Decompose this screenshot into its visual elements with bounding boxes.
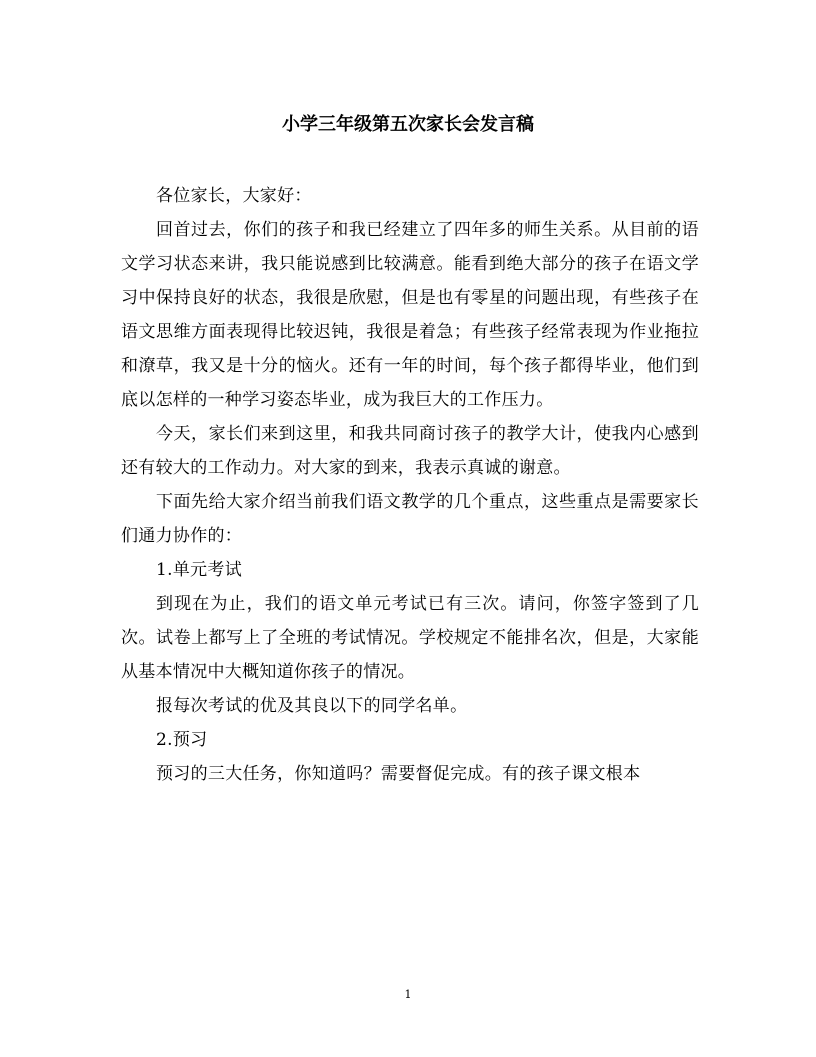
document-body [121, 179, 699, 791]
page-number: 1 [404, 988, 412, 1001]
body-paragraph: 预习的三大任务，你知道吗？需要督促完成。有的孩子课文根本 [156, 764, 641, 784]
greeting-paragraph: 各位家长，大家好： [156, 186, 312, 206]
page-title: 小学三年级第五次家长会发言稿 [282, 114, 534, 135]
section-heading: 1.单元考试 [156, 560, 243, 580]
section-heading: 2.预习 [156, 730, 208, 750]
body-paragraph: 到现在为止，我们的语文单元考试已有三次。请问，你签字签到了几次。试卷上都写上了全班的考试情况。学校规定不能排名次，但是，大家能从基本情况中大概知道你孩子的情况。 [121, 594, 699, 682]
body-paragraph: 报每次考试的优及其良以下的同学名单。 [156, 696, 468, 716]
body-paragraph: 下面先给大家介绍当前我们语文教学的几个重点，这些重点是需要家长们通力协作的： [121, 492, 699, 546]
body-paragraph: 今天，家长们来到这里，和我共同商讨孩子的教学大计，使我内心感到还有较大的工作动力。对大家的到来，我表示真诚的谢意。 [121, 424, 699, 478]
body-paragraph: 回首过去，你们的孩子和我已经建立了四年多的师生关系。从目前的语文学习状态来讲，我只能说感到比较满意。能看到绝大部分的孩子在语文学习中保持良好的状态，我很是欣慰，但是也有零星的问题出现，有些孩子在语文思维方面表现得比较迟钝，我很是着急；有些孩子经常表现为作业拖拉和潦草，我又是十分的恼火。还有一年的时间，每个孩子都得毕业，他们到底以怎样的一种学习姿态毕业，成为我巨大的工作压力。 [121, 220, 699, 410]
